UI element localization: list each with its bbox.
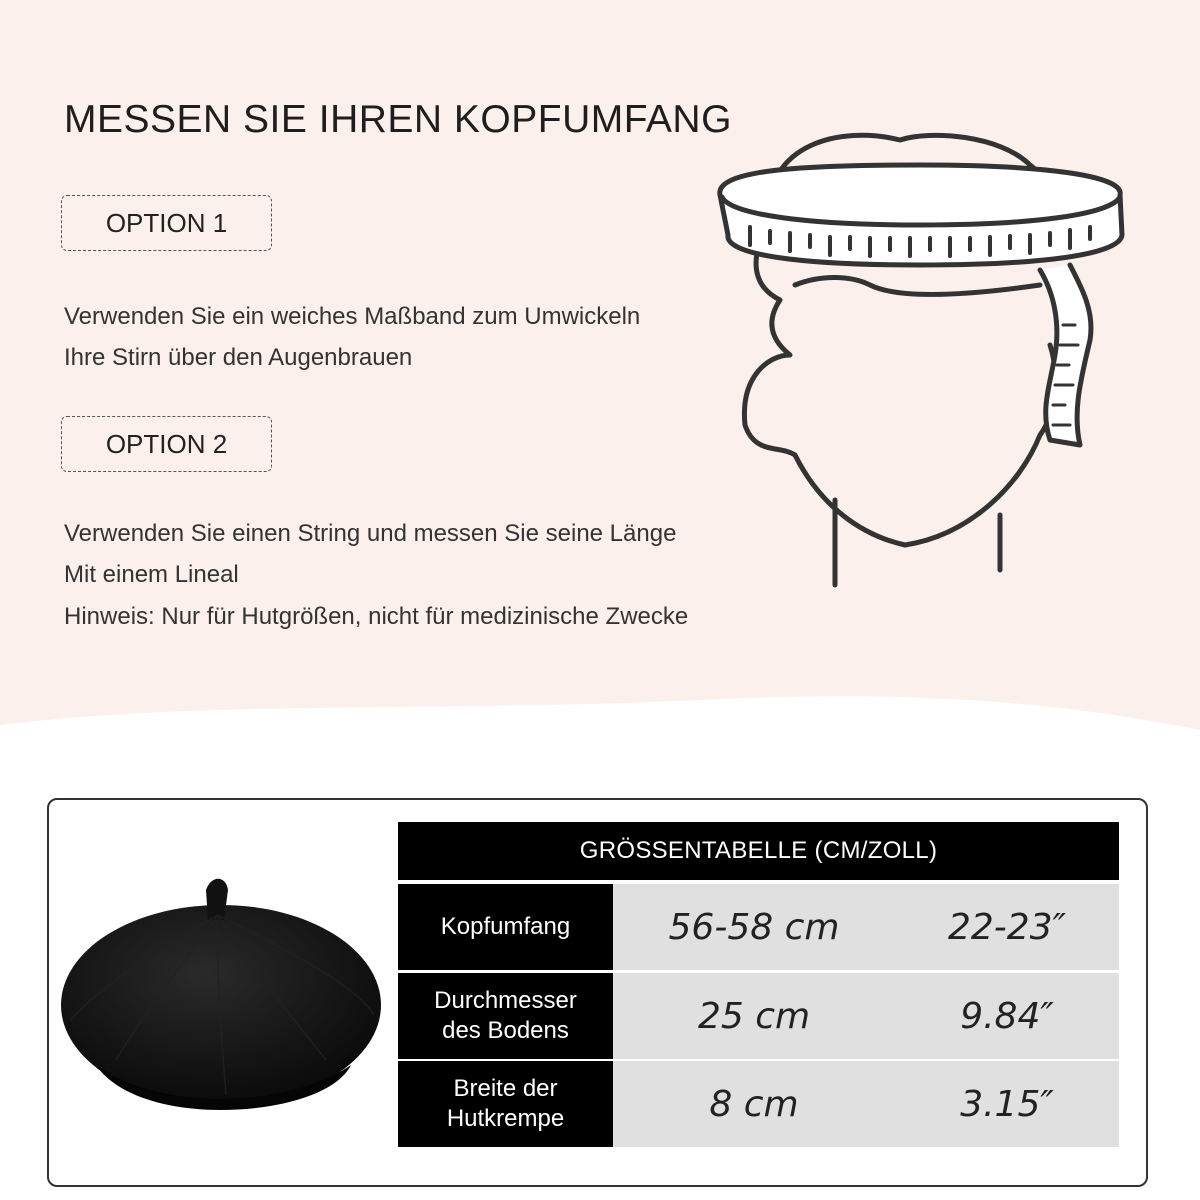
page-title: MESSEN SIE IHREN KOPFUMFANG — [64, 98, 732, 141]
option-2-description — [64, 513, 676, 595]
option-1-line-1: Verwenden Sie ein weiches Maßband zum Umwickeln — [64, 303, 641, 330]
size-table-title-text: GRÖSSENTABELLE (CM/ZOLL) — [579, 837, 938, 864]
row-values — [613, 884, 1119, 970]
size-row-head-circumference — [398, 884, 1119, 970]
option-2-label: OPTION 2 — [105, 428, 228, 459]
row-label-line: des Bodens — [442, 1017, 569, 1044]
value-cm: 56-58 cm — [668, 906, 840, 948]
row-label — [398, 1061, 613, 1147]
size-row-brim-width — [398, 1061, 1119, 1147]
value-cm: 25 cm — [697, 995, 811, 1037]
option-2-badge — [61, 416, 272, 472]
option-1-label: OPTION 1 — [105, 207, 228, 238]
row-values — [613, 973, 1119, 1059]
row-label — [398, 884, 613, 970]
black-beret-image — [56, 870, 386, 1110]
option-1-badge — [61, 195, 272, 251]
size-table-title — [398, 822, 1119, 880]
value-inch: 9.84″ — [960, 995, 1054, 1037]
row-values — [613, 1061, 1119, 1147]
head-measuring-illustration — [710, 125, 1130, 595]
row-label — [398, 973, 613, 1059]
value-cm: 8 cm — [709, 1083, 799, 1125]
size-row-crown-diameter — [398, 973, 1119, 1059]
row-label-line: Durchmesser — [434, 987, 577, 1014]
option-1-description — [64, 296, 640, 378]
row-label-line: Kopfumfang — [440, 913, 571, 940]
value-inch: 22-23″ — [947, 906, 1067, 948]
option-1-line-2: Ihre Stirn über den Augenbrauen — [64, 344, 413, 371]
row-label-line: Hutkrempe — [446, 1105, 565, 1132]
disclaimer-note: Hinweis: Nur für Hutgrößen, nicht für medizinische Zwecke — [64, 603, 689, 630]
row-label-line: Breite der — [453, 1075, 558, 1102]
option-2-line-1: Verwenden Sie einen String und messen Sie seine Länge — [64, 520, 677, 547]
value-inch: 3.15″ — [960, 1083, 1054, 1125]
option-2-line-2: Mit einem Lineal — [64, 561, 239, 588]
